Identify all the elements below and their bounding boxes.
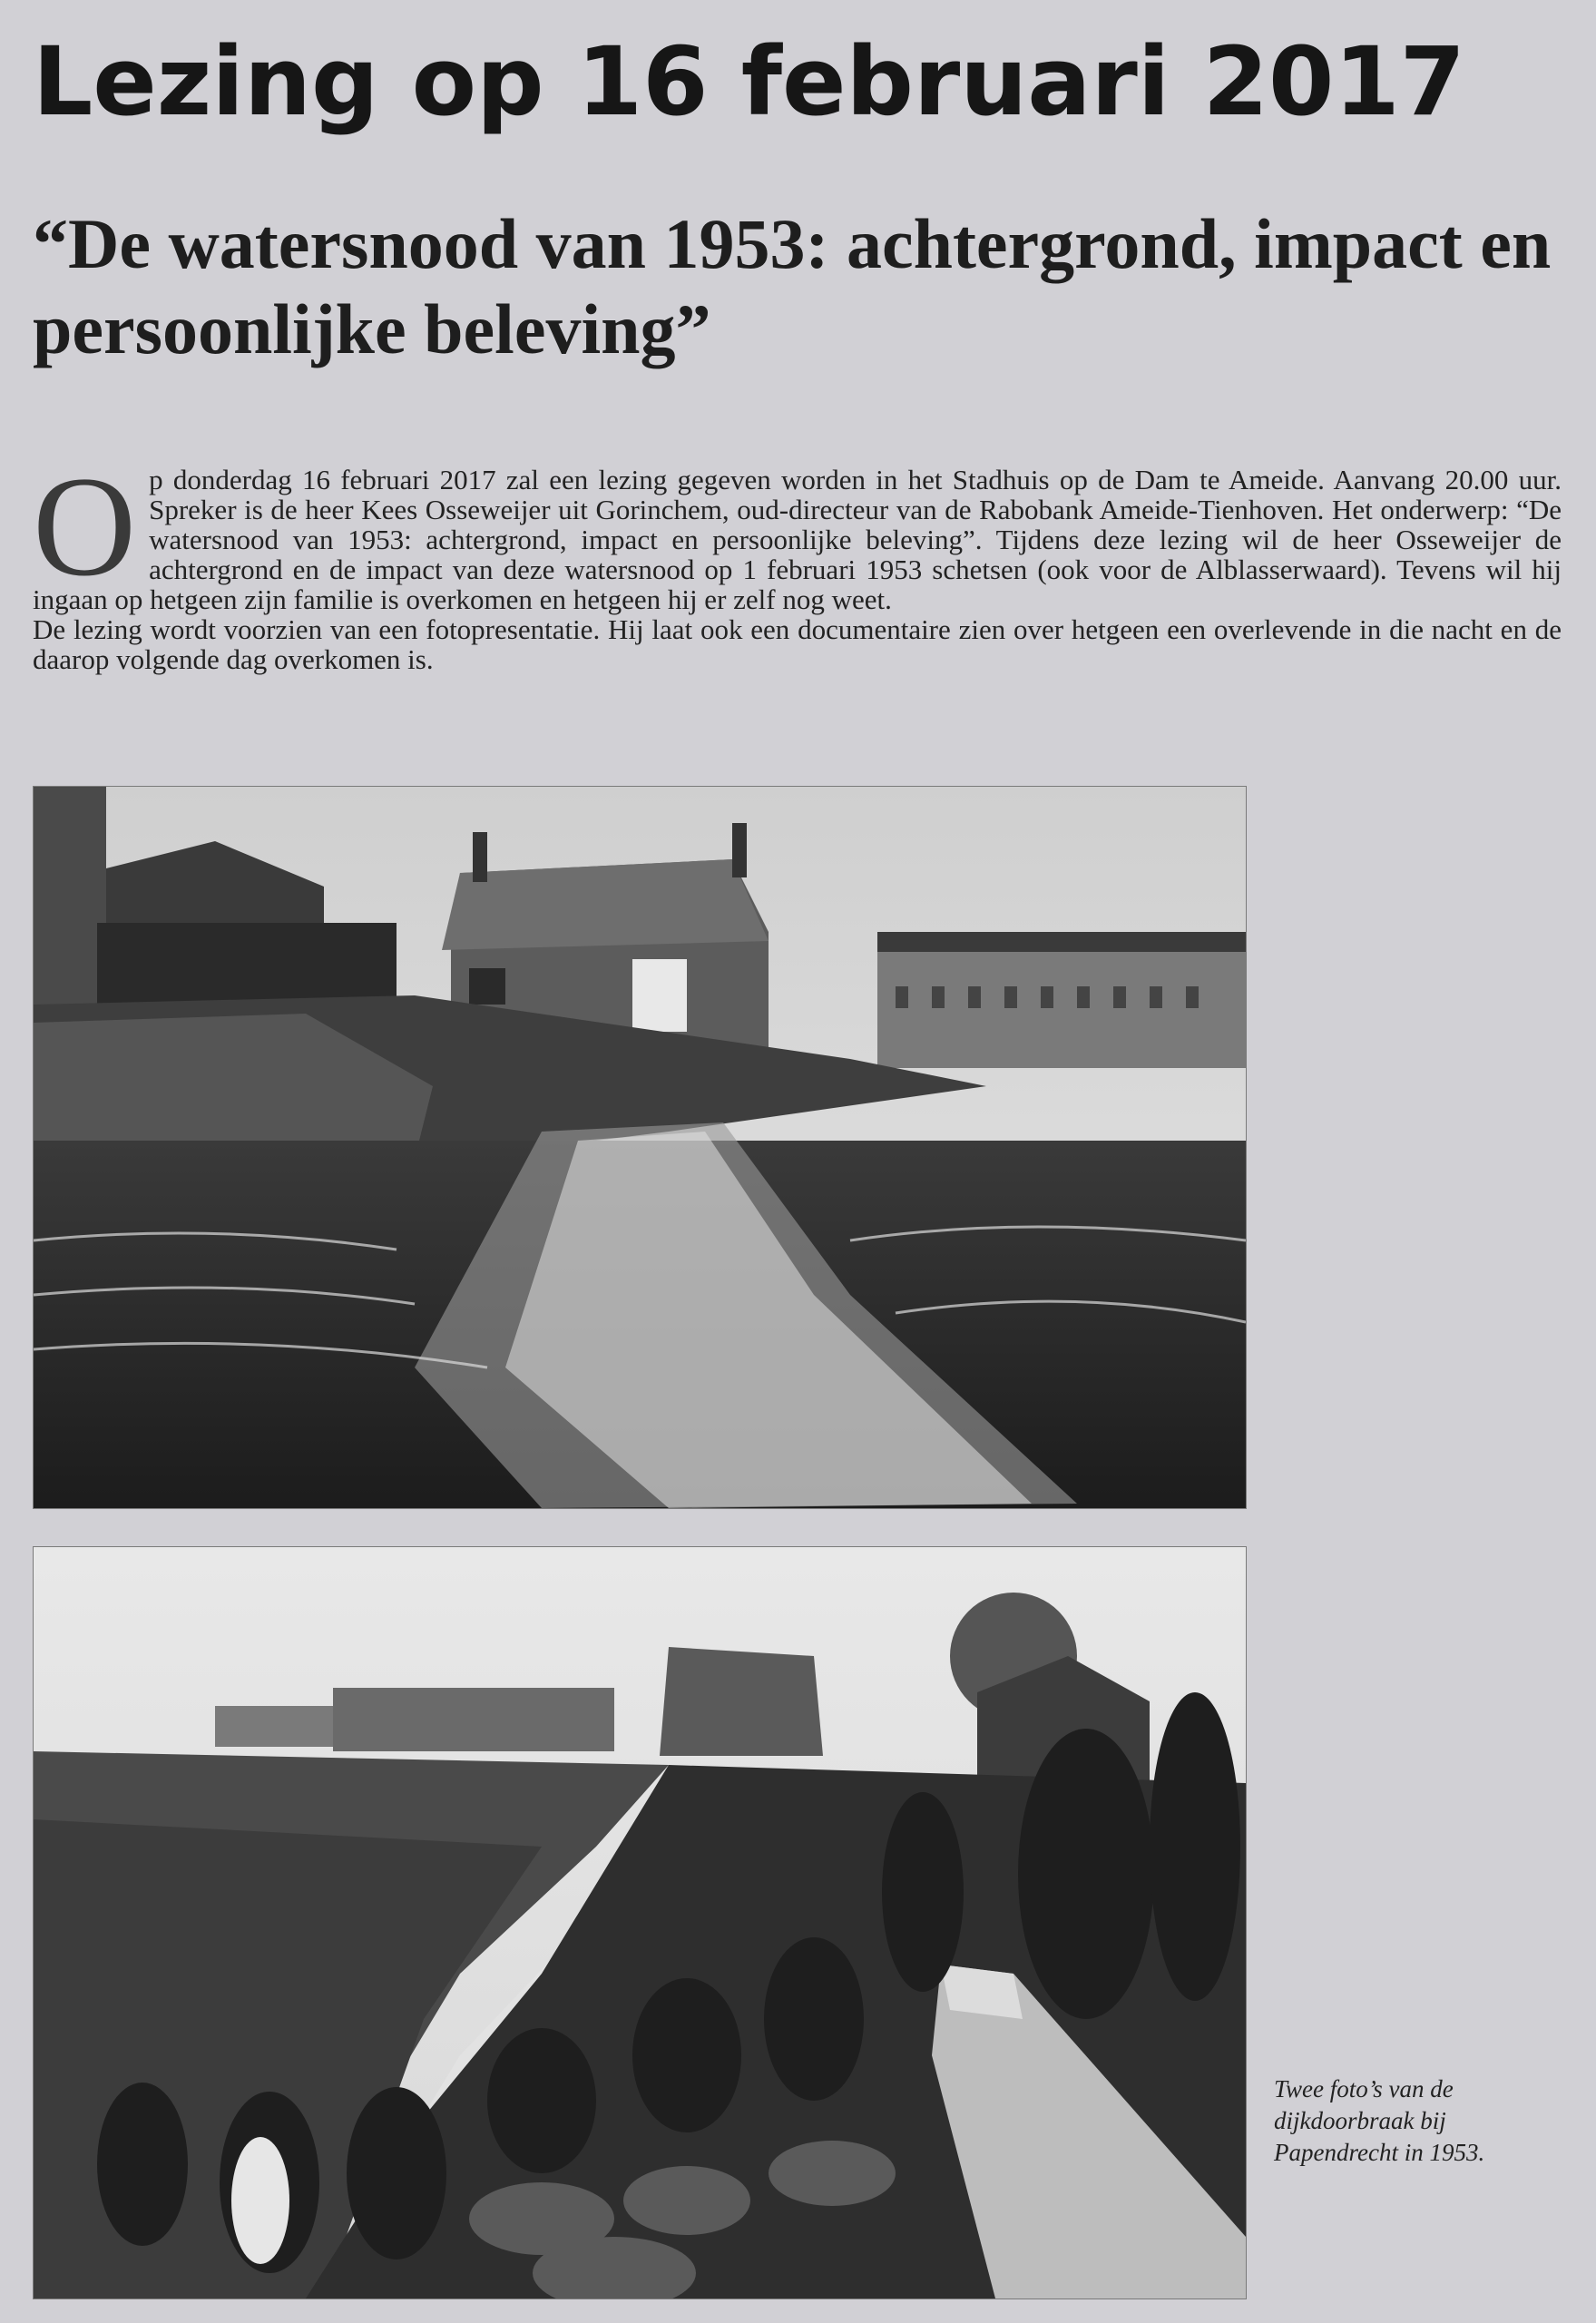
headline: Lezing op 16 februari 2017 <box>33 26 1466 137</box>
photo-sandbag-workers <box>33 1546 1247 2299</box>
article-body <box>33 447 1562 675</box>
photo-sandbag-workers-image <box>34 1547 1246 2298</box>
photo-dike-breach-houses <box>33 786 1247 1509</box>
photo-caption: Twee foto’s van de dijkdoorbraak bij Papendrecht in 1953. <box>1274 2075 1485 2166</box>
drop-cap: O <box>33 447 137 606</box>
subtitle: “De watersnood van 1953: achtergrond, impact en persoonlijke beleving” <box>33 204 1552 368</box>
photo-dike-breach-houses-image <box>34 787 1246 1508</box>
article-paragraph-1 <box>33 447 1562 615</box>
article-paragraph-2: De lezing wordt voorzien van een fotopresentatie. Hij laat ook een documentaire zien over hetgeen een overlevende in die nacht en de daarop volgende dag overkomen is. <box>33 613 1562 675</box>
paragraph-1-text: p donderdag 16 februari 2017 zal een lezing gegeven worden in het Stadhuis op de Dam te Ameide. Aanvang 20.00 uur. Spreker is de heer Kees Osseweijer uit Gorinchem, oud-directeur van de Rabobank Ameide-Tienhoven. Het onderwerp: “De watersnood van 1953: achtergrond, impact en persoonlijke beleving”. Tijdens deze lezing wil de heer Osseweijer de achtergrond en de impact van deze watersnood op 1 februari 1953 schetsen (ook voor de Alblasserwaard). Tevens wil hij ingaan op hetgeen zijn familie is overkomen en hetgeen hij er zelf nog weet. <box>33 464 1562 615</box>
